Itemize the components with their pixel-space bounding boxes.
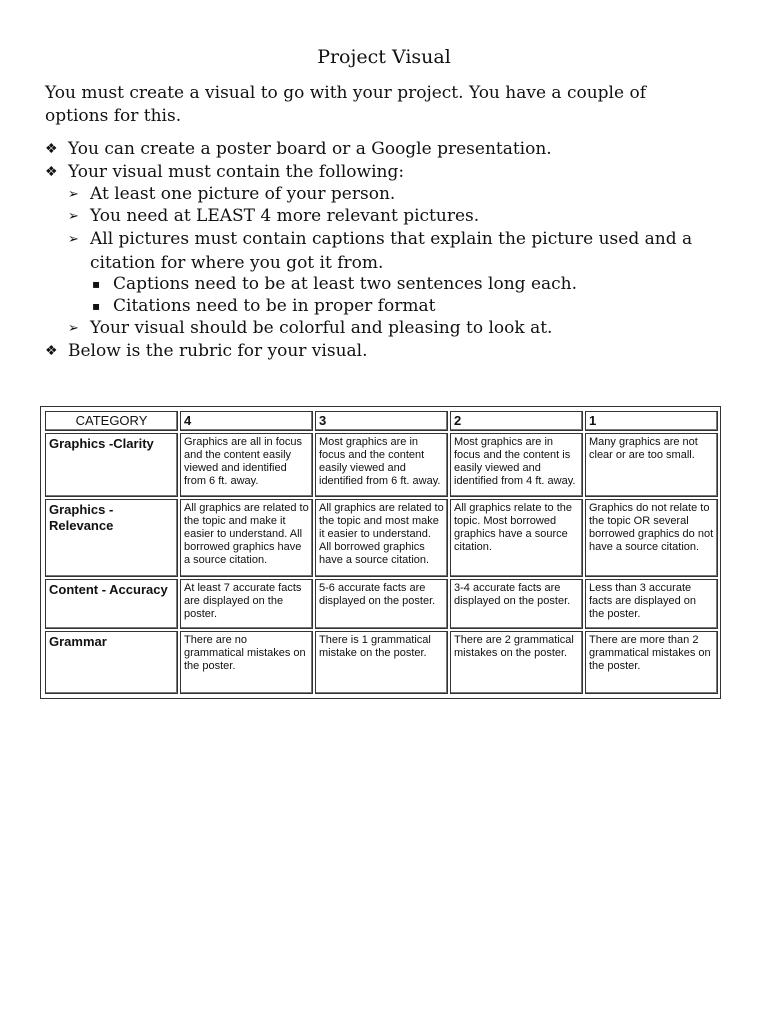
diamond-bullet-icon: ❖	[45, 343, 58, 359]
table-cell: 3-4 accurate facts are displayed on the poster.	[450, 579, 583, 629]
table-cell: All graphics are related to the topic and most make it easier to understand. All borrowed graphics have a source citation.	[315, 499, 448, 577]
list-item-continuation: citation for where you got it from.	[90, 253, 384, 273]
table-row	[45, 499, 718, 577]
table-cell: There are 2 grammatical mistakes on the poster.	[450, 631, 583, 694]
table-cell: All graphics are related to the topic and make it easier to understand. All borrowed graphics have a source citation.	[180, 499, 313, 577]
square-bullet-icon: ▪	[92, 299, 101, 313]
table-row	[45, 579, 718, 629]
row-category: Content - Accuracy	[45, 579, 178, 629]
diamond-bullet-icon: ❖	[45, 141, 58, 157]
intro-paragraph: You must create a visual to go with your project. You have a couple of options for this.	[45, 83, 646, 126]
table-cell: Less than 3 accurate facts are displayed on the poster.	[585, 579, 718, 629]
table-row	[45, 631, 718, 694]
table-cell: There is 1 grammatical mistake on the poster.	[315, 631, 448, 694]
table-cell: There are more than 2 grammatical mistakes on the poster.	[585, 631, 718, 694]
table-cell: At least 7 accurate facts are displayed on the poster.	[180, 579, 313, 629]
page-title: Project Visual	[317, 46, 451, 68]
diamond-bullet-icon: ❖	[45, 164, 58, 180]
table-row	[45, 433, 718, 497]
rubric-table	[40, 406, 721, 699]
arrow-bullet-icon: ➢	[68, 209, 79, 224]
row-category: Graphics -Clarity	[45, 433, 178, 497]
header-score-3: 3	[315, 411, 448, 431]
table-cell: Most graphics are in focus and the content is easily viewed and identified from 4 ft. away.	[450, 433, 583, 497]
header-category: CATEGORY	[45, 411, 178, 431]
table-header-row	[45, 411, 718, 431]
table-cell: All graphics relate to the topic. Most borrowed graphics have a source citation.	[450, 499, 583, 577]
header-score-1: 1	[585, 411, 718, 431]
arrow-bullet-icon: ➢	[68, 321, 79, 336]
table-cell: Graphics are all in focus and the content easily viewed and identified from 6 ft. away.	[180, 433, 313, 497]
row-category: Grammar	[45, 631, 178, 694]
header-score-4: 4	[180, 411, 313, 431]
header-score-2: 2	[450, 411, 583, 431]
square-bullet-icon: ▪	[92, 277, 101, 291]
table-cell: Many graphics are not clear or are too small.	[585, 433, 718, 497]
arrow-bullet-icon: ➢	[68, 232, 79, 247]
arrow-bullet-icon: ➢	[68, 187, 79, 202]
row-category: Graphics - Relevance	[45, 499, 178, 577]
table-cell: Graphics do not relate to the topic OR several borrowed graphics do not have a source citation.	[585, 499, 718, 577]
table-cell: 5-6 accurate facts are displayed on the poster.	[315, 579, 448, 629]
table-cell: There are no grammatical mistakes on the poster.	[180, 631, 313, 694]
table-cell: Most graphics are in focus and the content easily viewed and identified from 6 ft. away.	[315, 433, 448, 497]
